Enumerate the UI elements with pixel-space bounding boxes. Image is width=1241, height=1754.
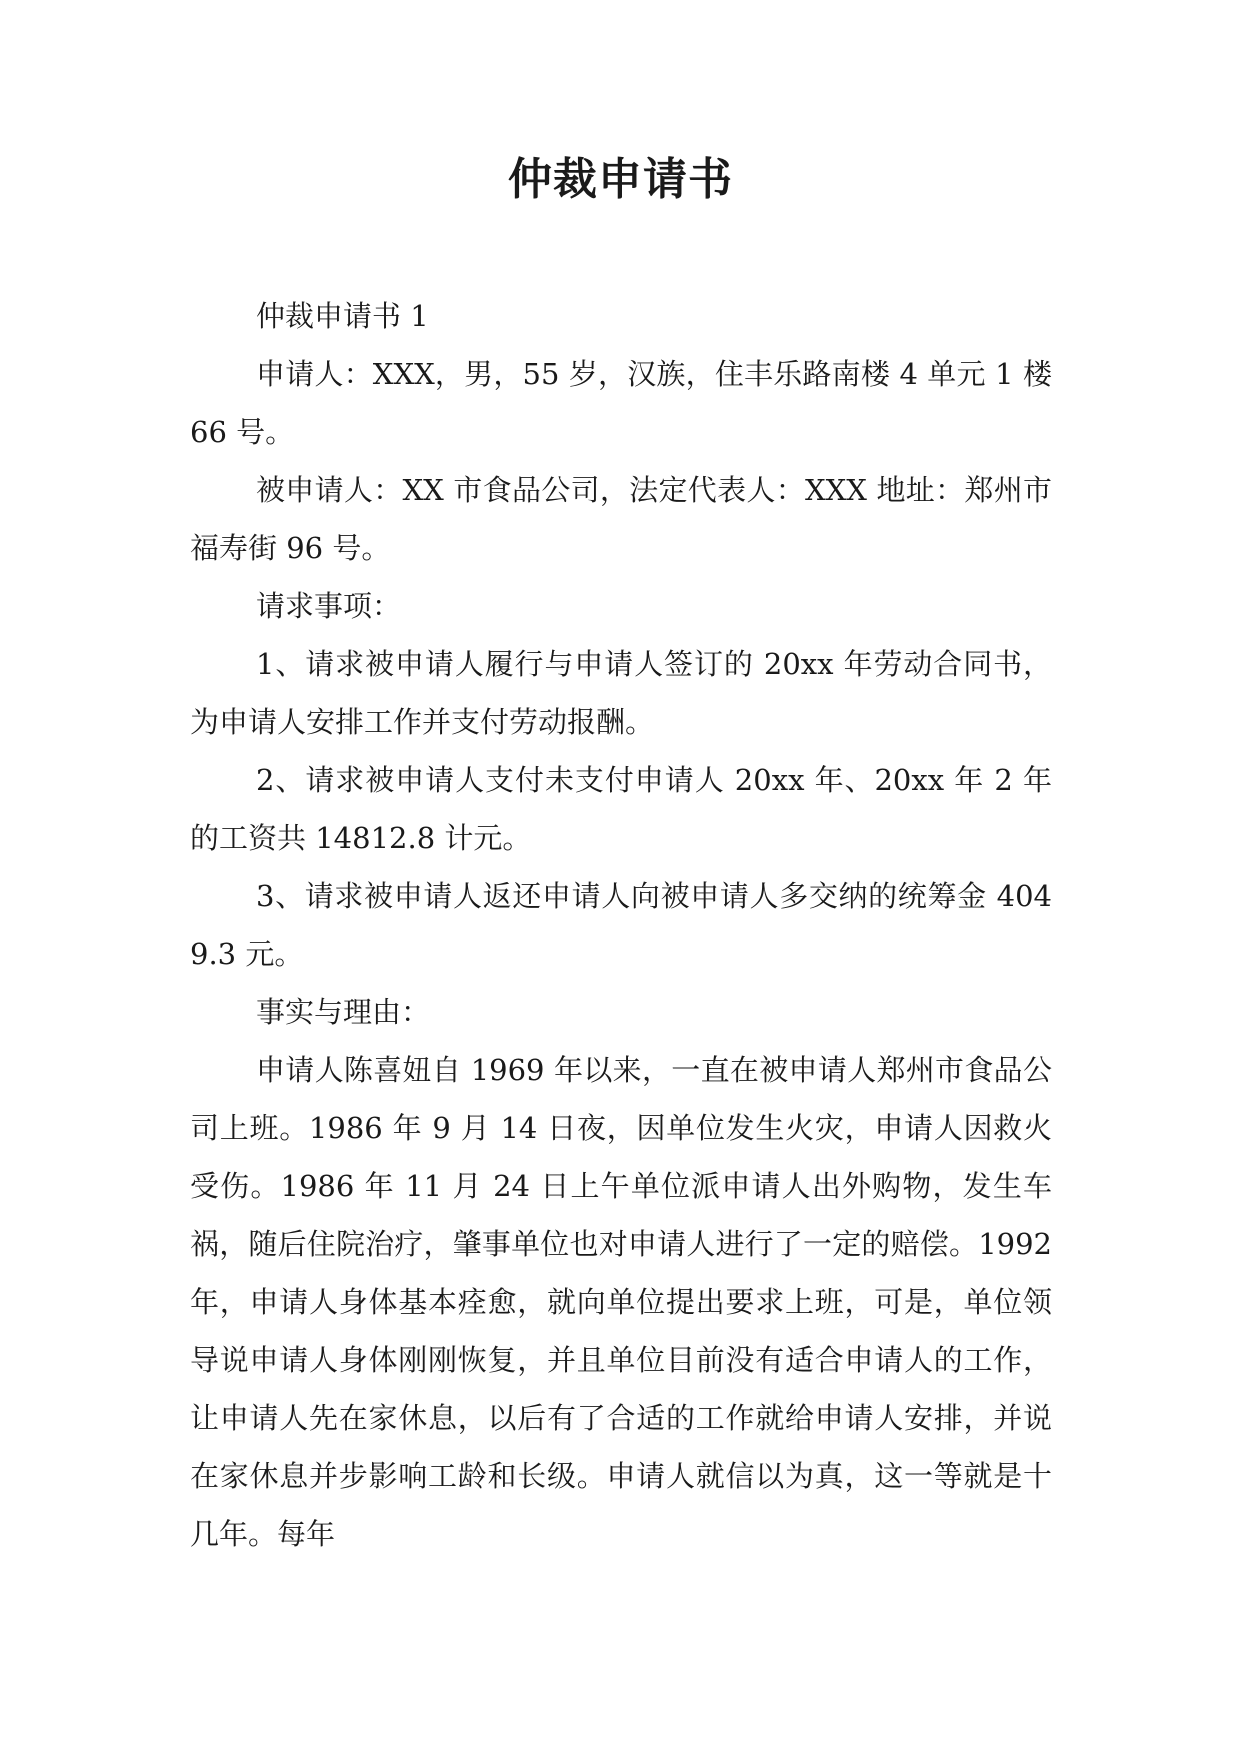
respondent-info: 被申请人：XX 市食品公司，法定代表人：XXX 地址：郑州市福寿街 96 号。 — [190, 473, 1052, 565]
applicant-info: 申请人：XXX，男，55 岁，汉族，住丰乐路南楼 4 单元 1 楼 66 号。 — [190, 357, 1052, 449]
request-item-2: 2、请求被申请人支付未支付申请人 20xx 年、20xx 年 2 年的工资共 14812.8 计元。 — [190, 763, 1052, 855]
facts-paragraph: 申请人陈喜妞自 1969 年以来，一直在被申请人郑州市食品公司上班。1986 年 9 月 14 日夜，因单位发生火灾，申请人因救火受伤。1986 年 11 月 24 日上午单位派申请人出外购物，发生车祸，随后住院治疗，肇事单位也对申请人进行了一定的赔偿。1992 年，申请人身体基本痊愈，就向单位提出要求上班，可是，单位领导说申请人身体刚刚恢复，并且单位目前没有适合申请人的工作，让申请人先在家休息，以后有了合适的工作就给申请人安排，并说在家休息并步影响工龄和长级。申请人就信以为真，这一等就是十几年。每年 — [190, 1053, 1052, 1551]
request-item-1: 1、请求被申请人履行与申请人签订的 20xx 年劳动合同书，为申请人安排工作并支付劳动报酬。 — [190, 647, 1052, 739]
facts-heading: 事实与理由： — [256, 995, 431, 1029]
requests-heading: 请求事项： — [256, 589, 402, 623]
document-body — [190, 287, 1052, 1563]
document-title: 仲裁申请书 — [508, 154, 733, 205]
section-heading: 仲裁申请书 1 — [256, 299, 429, 333]
request-item-3: 3、请求被申请人返还申请人向被申请人多交纳的统筹金 4049.3 元。 — [190, 879, 1052, 971]
